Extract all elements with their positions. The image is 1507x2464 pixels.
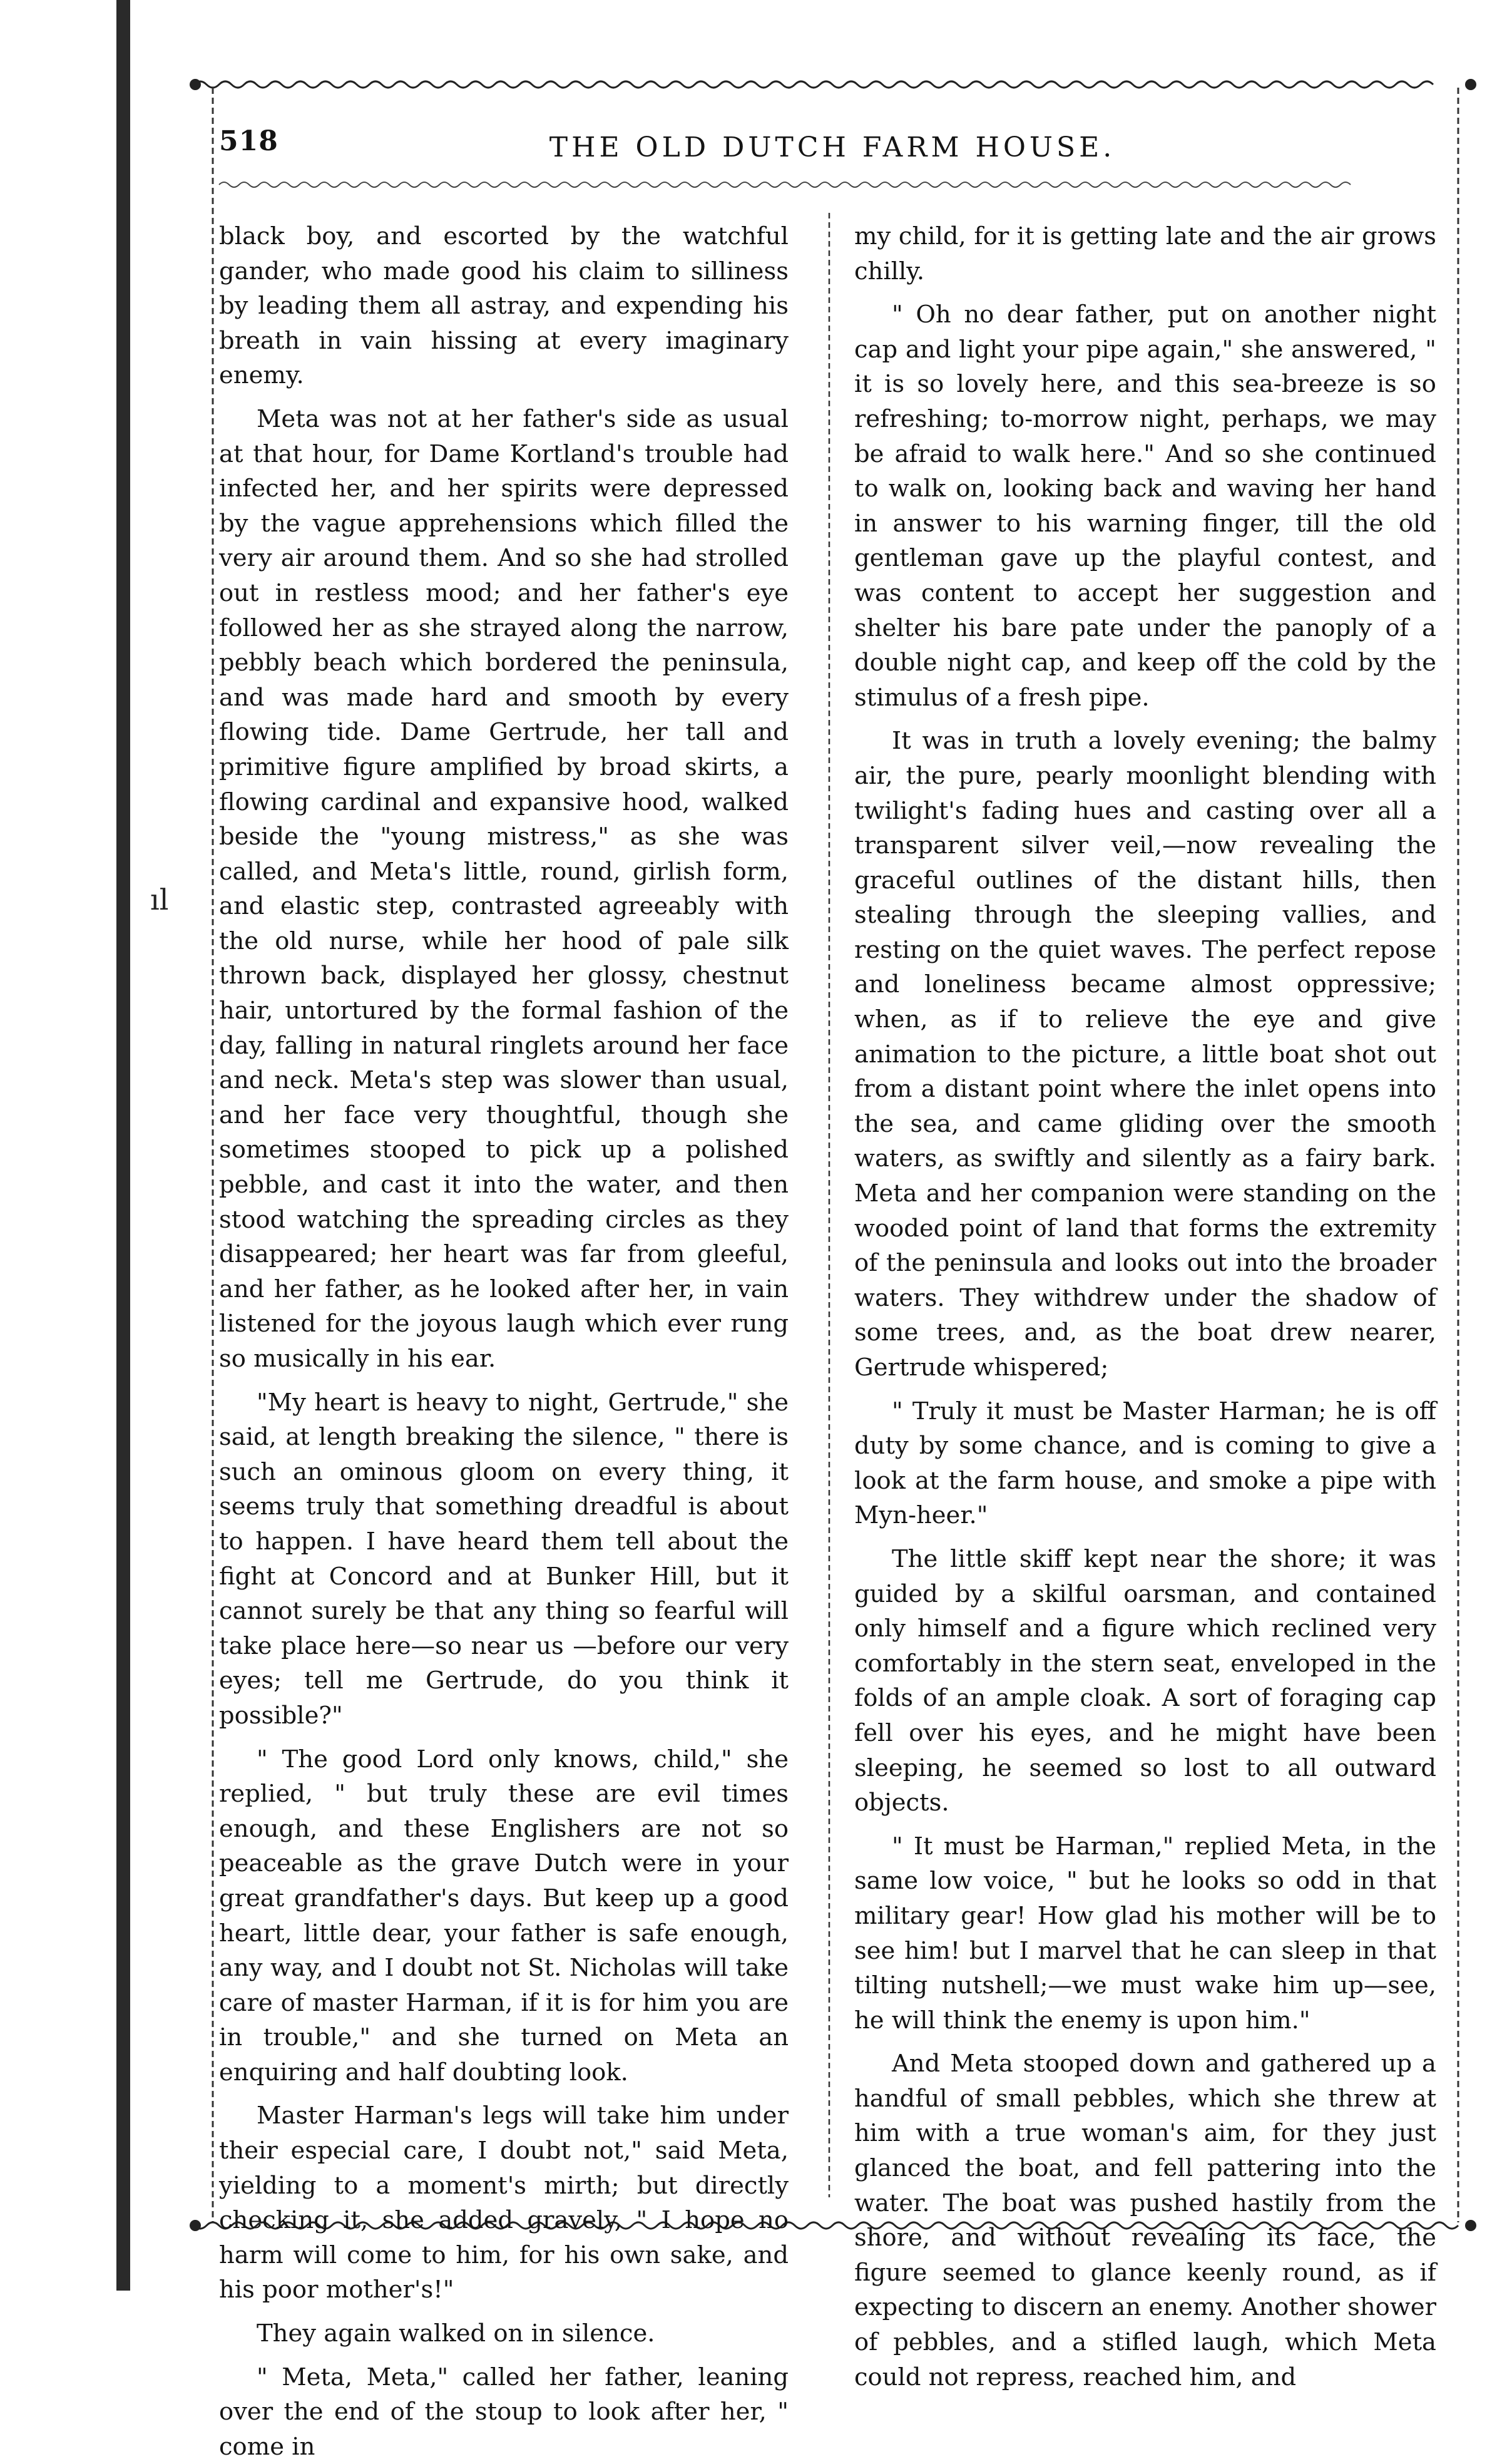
paragraph: " It must be Harman," replied Meta, in the same low voice, " but he looks so odd in that military gear! How glad his mother will be to see him! but I marvel that he can sleep in that tilting nutshell;—we must wake him up—see, he will think the enemy is upon him." bbox=[854, 1832, 1436, 2035]
running-head: THE OLD DUTCH FARM HOUSE. bbox=[549, 131, 1116, 163]
paragraph: " Oh no dear father, put on another night cap and light your pipe again," she answered, " it is so lovely here, and this sea-breeze is so refreshing; to-morrow night, perhaps, we may be afraid to walk here." And so she continued to walk on, looking back and waving her hand in answer to his warning finger, till the old gentleman gave up the playful contest, and was content to accept her suggestion and shelter his bare pate under the panoply of a double night cap, and keep off the cold by the stimulus of a fresh pipe. bbox=[854, 300, 1436, 712]
top-wavy-rule bbox=[194, 81, 1433, 88]
corner-ornament-tl bbox=[190, 79, 201, 90]
paragraph: Master Harman's legs will take him under their especial care, I doubt not," said Meta, yielding to a moment's mirth; but directly checking it, she added gravely, " I hope no harm will come to him, for his own sake, and his poor mother's!" bbox=[219, 2102, 789, 2304]
page-number: 518 bbox=[219, 125, 278, 157]
binding-edge bbox=[116, 0, 130, 2291]
left-column bbox=[219, 219, 789, 2461]
paragraph: my child, for it is getting late and the air grows chilly. bbox=[854, 222, 1436, 285]
corner-ornament-tr bbox=[1465, 79, 1476, 90]
paragraph: Meta was not at her father's side as usual at that hour, for Dame Kortland's trouble had infected her, and her spirits were depressed by the vague apprehensions which filled the very air around them. And so she had strolled out in restless mood; and her father's eye followed her as she strayed along the narrow, pebbly beach which bordered the peninsula, and was made hard and smooth by every flowing tide. Dame Gertrude, her tall and primitive figure amplified by broad skirts, a flowing cardinal and expansive hood, walked beside the "young mistress," as she was called, and Meta's little, round, girlish form, and elastic step, contrasted agreeably with the old nurse, while her hood of pale silk thrown back, displayed her glossy, chestnut hair, untortured by the formal fashion of the day, falling in natural ringlets around her face and neck. Meta's step was slower than usual, and her face very thoughtful, though she sometimes stooped to pick up a polished pebble, and cast it into the water, and then stood watching the spreading circles as they disappeared; her heart was far from gleeful, and her father, as he looked after her, in vain listened for the joyous laugh which ever rung so musically in his ear. bbox=[219, 404, 789, 1373]
paragraph: " Truly it must be Master Harman; he is off duty by some chance, and is coming to give a look at the farm house, and smoke a pipe with Myn-heer." bbox=[854, 1397, 1436, 1530]
head-wavy-rule bbox=[219, 182, 1351, 187]
paragraph: The little skiff kept near the shore; it was guided by a skilful oarsman, and contained only himself and a figure which reclined very comfortably in the stern seat, enveloped in the folds of an ample cloak. A sort of foraging cap fell over his eyes, and he might have been sleeping, he seemed so lost to all outward objects. bbox=[854, 1544, 1436, 1817]
scan-margin bbox=[0, 0, 116, 2291]
corner-ornament-bl bbox=[190, 2220, 201, 2231]
right-column bbox=[854, 219, 1436, 2391]
paragraph: And Meta stooped down and gathered up a handful of small pebbles, which she threw at him with a true woman's aim, for they just glanced the boat, and fell pattering into the water. The boat was pushed hastily from the shore, and without revealing its face, the figure seemed to glance keenly round, as if expecting to discern an enemy. Another shower of pebbles, and a stifled laugh, which Meta could not repress, reached him, and bbox=[854, 2050, 1436, 2391]
paragraph: "My heart is heavy to night, Gertrude," she said, at length breaking the silence, " there is such an ominous gloom on every thing, it seems truly that something dreadful is about to happen. I have heard them tell about the fight at Concord and at Bunker Hill, but it cannot surely be that any thing so fearful will take place here—so near us —before our very eyes; tell me Gertrude, do you think it possible?" bbox=[219, 1388, 789, 1730]
paragraph: " The good Lord only knows, child," she replied, " but truly these are evil times enough, and these Englishers are not so peaceable as the grave Dutch were in your great grandfather's days. But keep up a good heart, little dear, your father is safe enough, any way, and I doubt not St. Nicholas will take care of master Harman, if it is for him you are in trouble," and she turned on Meta an enquiring and half doubting look. bbox=[219, 1745, 789, 2087]
paragraph: " Meta, Meta," called her father, leaning over the end of the stoup to look after her, " come in bbox=[219, 2363, 789, 2461]
paragraph: It was in truth a lovely evening; the balmy air, the pure, pearly moonlight blending with twilight's fading hues and casting over all a transparent silver veil,—now revealing the graceful outlines of the distant hills, then stealing through the sleeping vallies, and resting on the quiet waves. The perfect repose and loneliness became almost oppressive; when, as if to relieve the eye and give animation to the picture, a little boat shot out from a distant point where the inlet opens into the sea, and came gliding over the smooth waters, as swiftly and silently as a fairy bark. Meta and her companion were standing on the wooded point of land that forms the extremity of the peninsula and looks out into the broader waters. They withdrew under the shadow of some trees, and, as the boat drew nearer, Gertrude whispered; bbox=[854, 727, 1436, 1382]
margin-mark: ıl bbox=[150, 883, 169, 916]
corner-ornament-br bbox=[1465, 2220, 1476, 2231]
paragraph: They again walked on in silence. bbox=[257, 2319, 655, 2348]
paragraph: black boy, and escorted by the watchful gander, who made good his claim to silliness by leading them all astray, and expending his breath in vain hissing at every imaginary enemy. bbox=[219, 222, 789, 390]
magazine-page bbox=[181, 50, 1483, 2461]
